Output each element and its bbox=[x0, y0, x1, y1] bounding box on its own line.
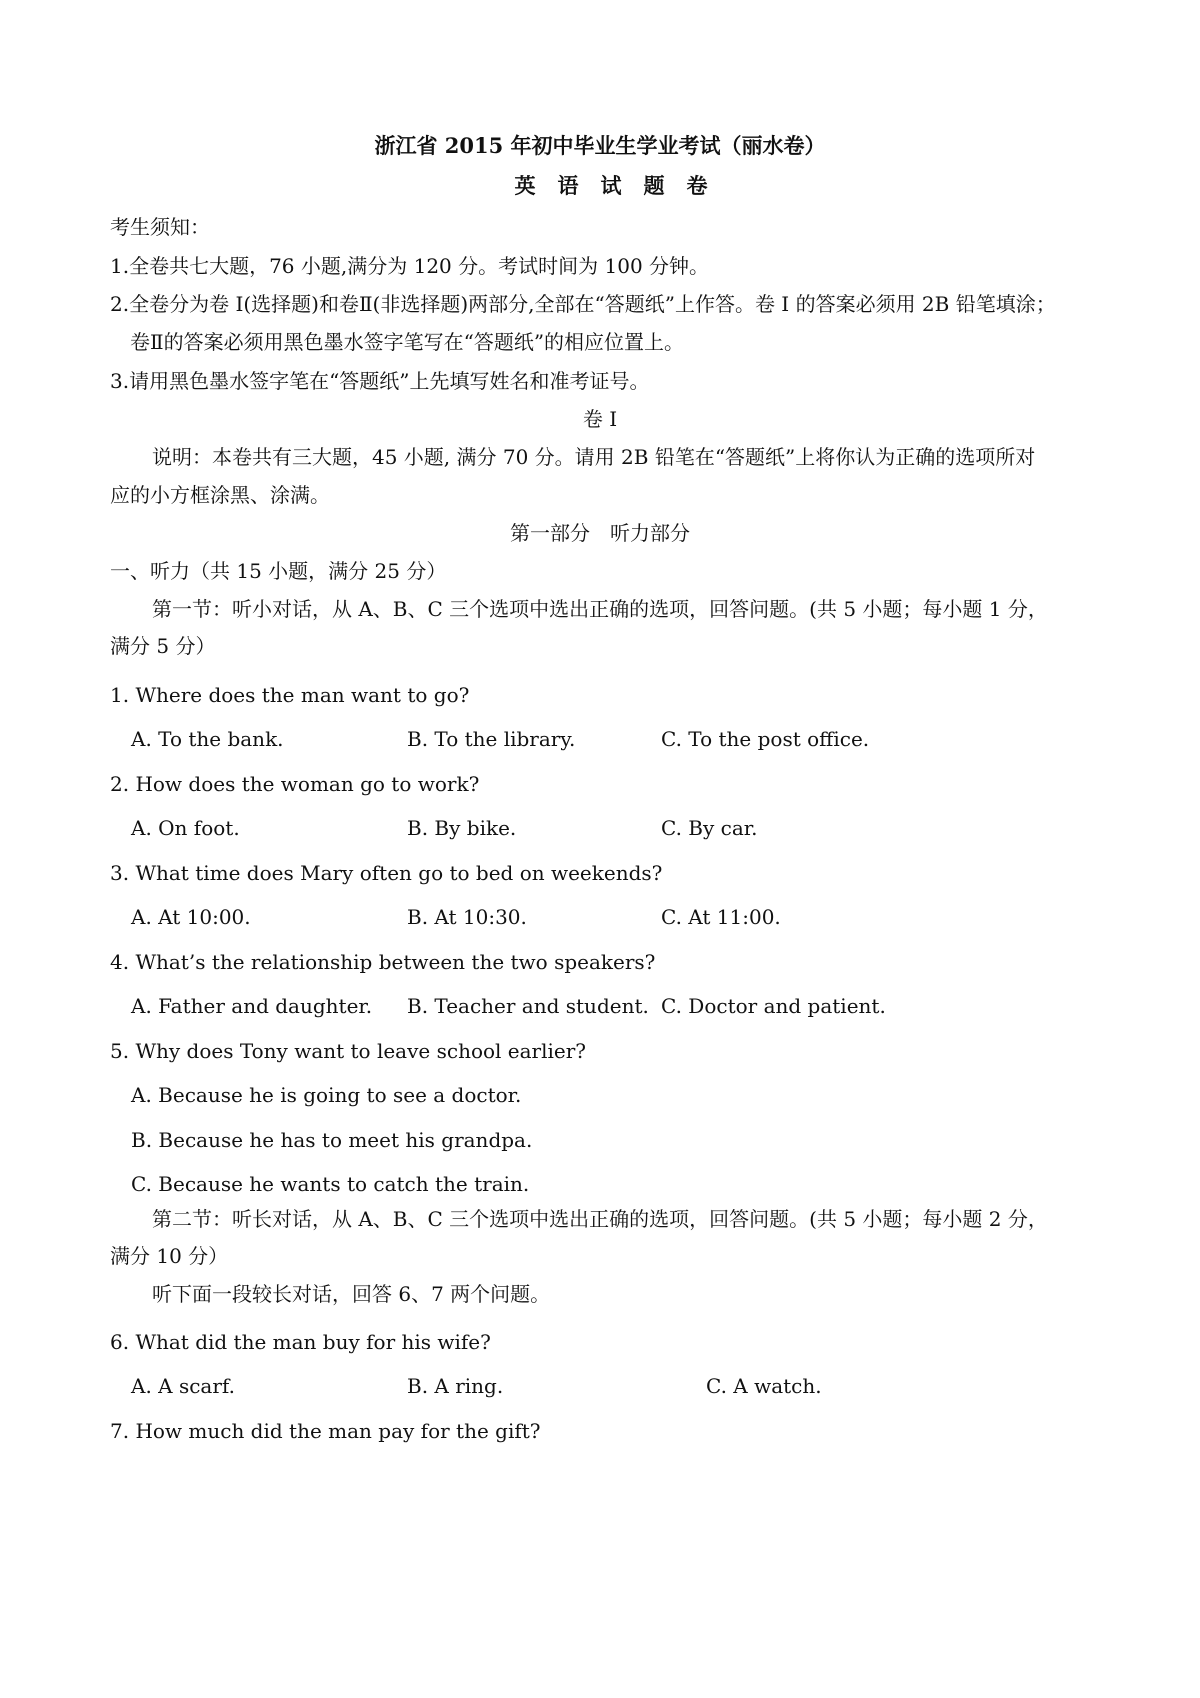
question-7: 7. How much did the man pay for the gift? bbox=[110, 1419, 541, 1443]
question-5-option-b: B. Because he has to meet his grandpa. bbox=[131, 1128, 533, 1152]
question-3-option-a: A. At 10:00. bbox=[131, 905, 251, 929]
notice-item-2: 2.全卷分为卷 I(选择题)和卷Ⅱ(非选择题)两部分,全部在“答题纸”上作答。卷 I 的答案必须用 2B 铅笔填涂； bbox=[110, 292, 1056, 316]
notice-item-2-cont: 卷Ⅱ的答案必须用黑色墨水签字笔写在“答题纸”的相应位置上。 bbox=[130, 330, 685, 354]
question-2-option-c: C. By car. bbox=[661, 816, 758, 840]
question-4-option-c: C. Doctor and patient. bbox=[661, 994, 886, 1018]
section-heading: 一、听力（共 15 小题，满分 25 分） bbox=[110, 559, 447, 583]
question-1-option-b: B. To the library. bbox=[407, 727, 576, 751]
question-2-option-a: A. On foot. bbox=[131, 816, 240, 840]
question-1-option-a: A. To the bank. bbox=[131, 727, 284, 751]
question-4-option-b: B. Teacher and student. bbox=[407, 994, 649, 1018]
volume-desc-cont: 应的小方框涂黑、涂满。 bbox=[110, 483, 330, 507]
subsection-1-instructions: 第一节：听小对话，从 A、B、C 三个选项中选出正确的选项，回答问题。(共 5 小题；每小题 1 分， bbox=[152, 597, 1048, 621]
question-5: 5. Why does Tony want to leave school earlier? bbox=[110, 1039, 587, 1063]
question-6-option-a: A. A scarf. bbox=[131, 1374, 235, 1398]
subsection-2-instructions: 第二节：听长对话，从 A、B、C 三个选项中选出正确的选项，回答问题。(共 5 小题；每小题 2 分， bbox=[152, 1207, 1048, 1231]
question-5-option-a: A. Because he is going to see a doctor. bbox=[131, 1083, 522, 1107]
question-2: 2. How does the woman go to work? bbox=[110, 772, 480, 796]
volume-label: 卷 Ⅰ bbox=[582, 407, 618, 431]
question-2-option-b: B. By bike. bbox=[407, 816, 517, 840]
question-3-option-b: B. At 10:30. bbox=[407, 905, 527, 929]
notice-item-3: 3.请用黑色墨水签字笔在“答题纸”上先填写姓名和准考证号。 bbox=[110, 369, 650, 393]
subsection-2-note: 听下面一段较长对话，回答 6、7 两个问题。 bbox=[152, 1282, 551, 1306]
question-6-option-b: B. A ring. bbox=[407, 1374, 504, 1398]
question-3-option-c: C. At 11:00. bbox=[661, 905, 781, 929]
part-heading: 第一部分 听力部分 bbox=[510, 521, 690, 545]
question-5-option-c: C. Because he wants to catch the train. bbox=[131, 1172, 530, 1196]
question-3: 3. What time does Mary often go to bed on weekends? bbox=[110, 861, 663, 885]
exam-title: 浙江省 2015 年初中毕业生学业考试（丽水卷） bbox=[374, 133, 826, 158]
exam-subtitle: 英语试题卷 bbox=[514, 173, 730, 198]
subsection-1-instructions-cont: 满分 5 分） bbox=[110, 634, 216, 658]
question-4-option-a: A. Father and daughter. bbox=[131, 994, 373, 1018]
notice-heading: 考生须知： bbox=[110, 215, 210, 239]
notice-item-1: 1.全卷共七大题，76 小题,满分为 120 分。考试时间为 100 分钟。 bbox=[110, 254, 710, 278]
volume-desc: 说明：本卷共有三大题，45 小题, 满分 70 分。请用 2B 铅笔在“答题纸”上将你认为正确的选项所对 bbox=[152, 445, 1036, 469]
question-6-option-c: C. A watch. bbox=[706, 1374, 822, 1398]
subsection-2-instructions-cont: 满分 10 分） bbox=[110, 1244, 229, 1268]
question-1: 1. Where does the man want to go? bbox=[110, 683, 470, 707]
question-4: 4. What’s the relationship between the two speakers? bbox=[110, 950, 656, 974]
question-1-option-c: C. To the post office. bbox=[661, 727, 870, 751]
question-6: 6. What did the man buy for his wife? bbox=[110, 1330, 491, 1354]
